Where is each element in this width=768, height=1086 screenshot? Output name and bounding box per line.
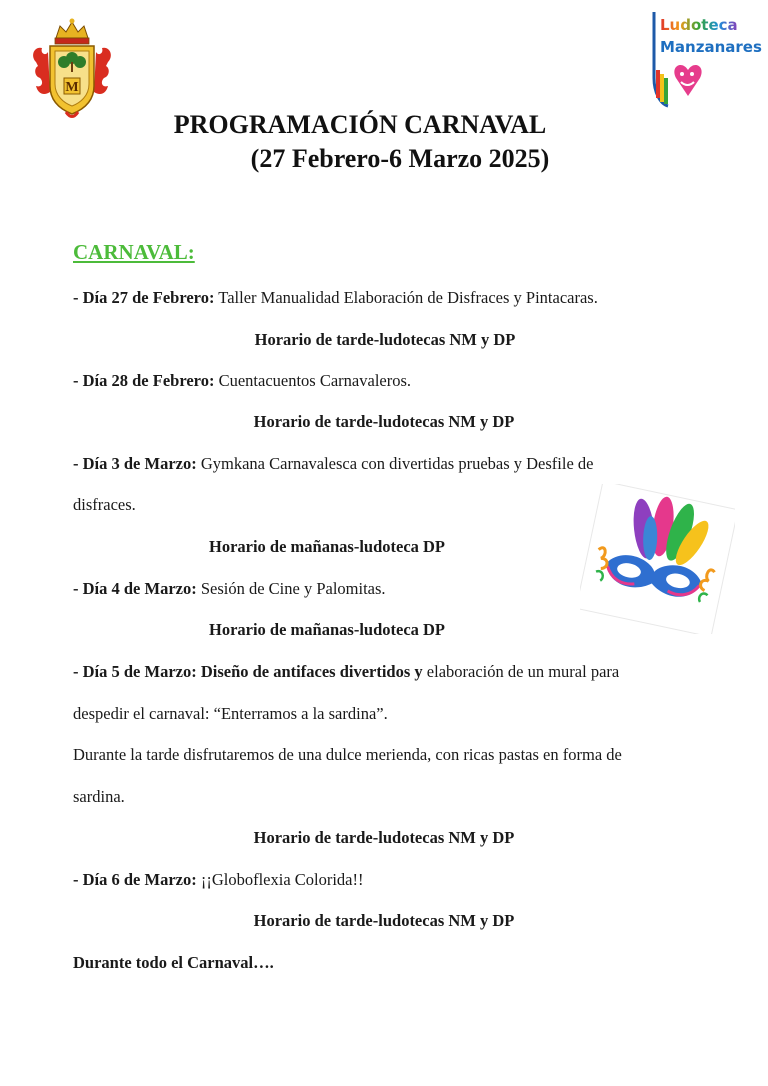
event-schedule: Horario de tarde-ludotecas NM y DP [253, 911, 515, 930]
event-schedule: Horario de tarde-ludotecas NM y DP [253, 412, 515, 431]
event-extra-text: sardina. [73, 787, 125, 806]
page-subtitle: (27 Febrero-6 Marzo 2025) [250, 144, 550, 173]
event-day: - Día 28 de Febrero: [73, 371, 215, 390]
event-schedule: Horario de mañanas-ludoteca DP [208, 537, 446, 556]
ludoteca-logo-line1: Ludoteca [660, 16, 738, 34]
section-title: CARNAVAL: [73, 240, 195, 264]
ludoteca-logo [646, 8, 762, 112]
event-text: Taller Manualidad Elaboración de Disfraces y Pintacaras. [218, 288, 598, 307]
event-schedule: Horario de tarde-ludotecas NM y DP [253, 828, 515, 847]
event-schedule: Horario de mañanas-ludoteca DP [208, 620, 446, 639]
event-text: Cuentacuentos Carnavaleros. [218, 371, 412, 390]
event-text: elaboración de un mural para [426, 662, 620, 681]
event-text: Sesión de Cine y Palomitas. [200, 579, 386, 598]
event-text-continued: disfraces. [73, 495, 136, 514]
event-day: - Día 4 de Marzo: [73, 579, 197, 598]
closing-text: Durante todo el Carnaval…. [73, 953, 274, 972]
event-day: - Día 5 de Marzo: Diseño de antifaces divertidos y [73, 662, 423, 681]
ludoteca-logo-line2: Manzanares [660, 38, 762, 56]
event-line [73, 287, 598, 309]
page-title: PROGRAMACIÓN CARNAVAL [173, 110, 547, 139]
event-text: ¡¡Globoflexia Colorida!! [200, 870, 364, 889]
crest-letter: M [65, 80, 79, 95]
event-day: - Día 6 de Marzo: [73, 870, 197, 889]
event-extra-text: Durante la tarde disfrutaremos de una dulce merienda, con ricas pastas en forma de [73, 745, 622, 764]
event-line [73, 869, 364, 891]
event-line [73, 453, 593, 475]
coat-of-arms-icon [30, 16, 114, 120]
event-day: - Día 27 de Febrero: [73, 288, 215, 307]
event-text-continued: despedir el carnaval: “Enterramos a la sardina”. [73, 704, 388, 723]
event-line [73, 661, 619, 683]
event-text: Gymkana Carnavalesca con divertidas pruebas y Desfile de [200, 454, 594, 473]
event-day: - Día 3 de Marzo: [73, 454, 197, 473]
carnival-mask-icon [580, 484, 735, 634]
event-line [73, 370, 411, 392]
event-line [73, 578, 386, 600]
event-schedule: Horario de tarde-ludotecas NM y DP [254, 330, 516, 349]
